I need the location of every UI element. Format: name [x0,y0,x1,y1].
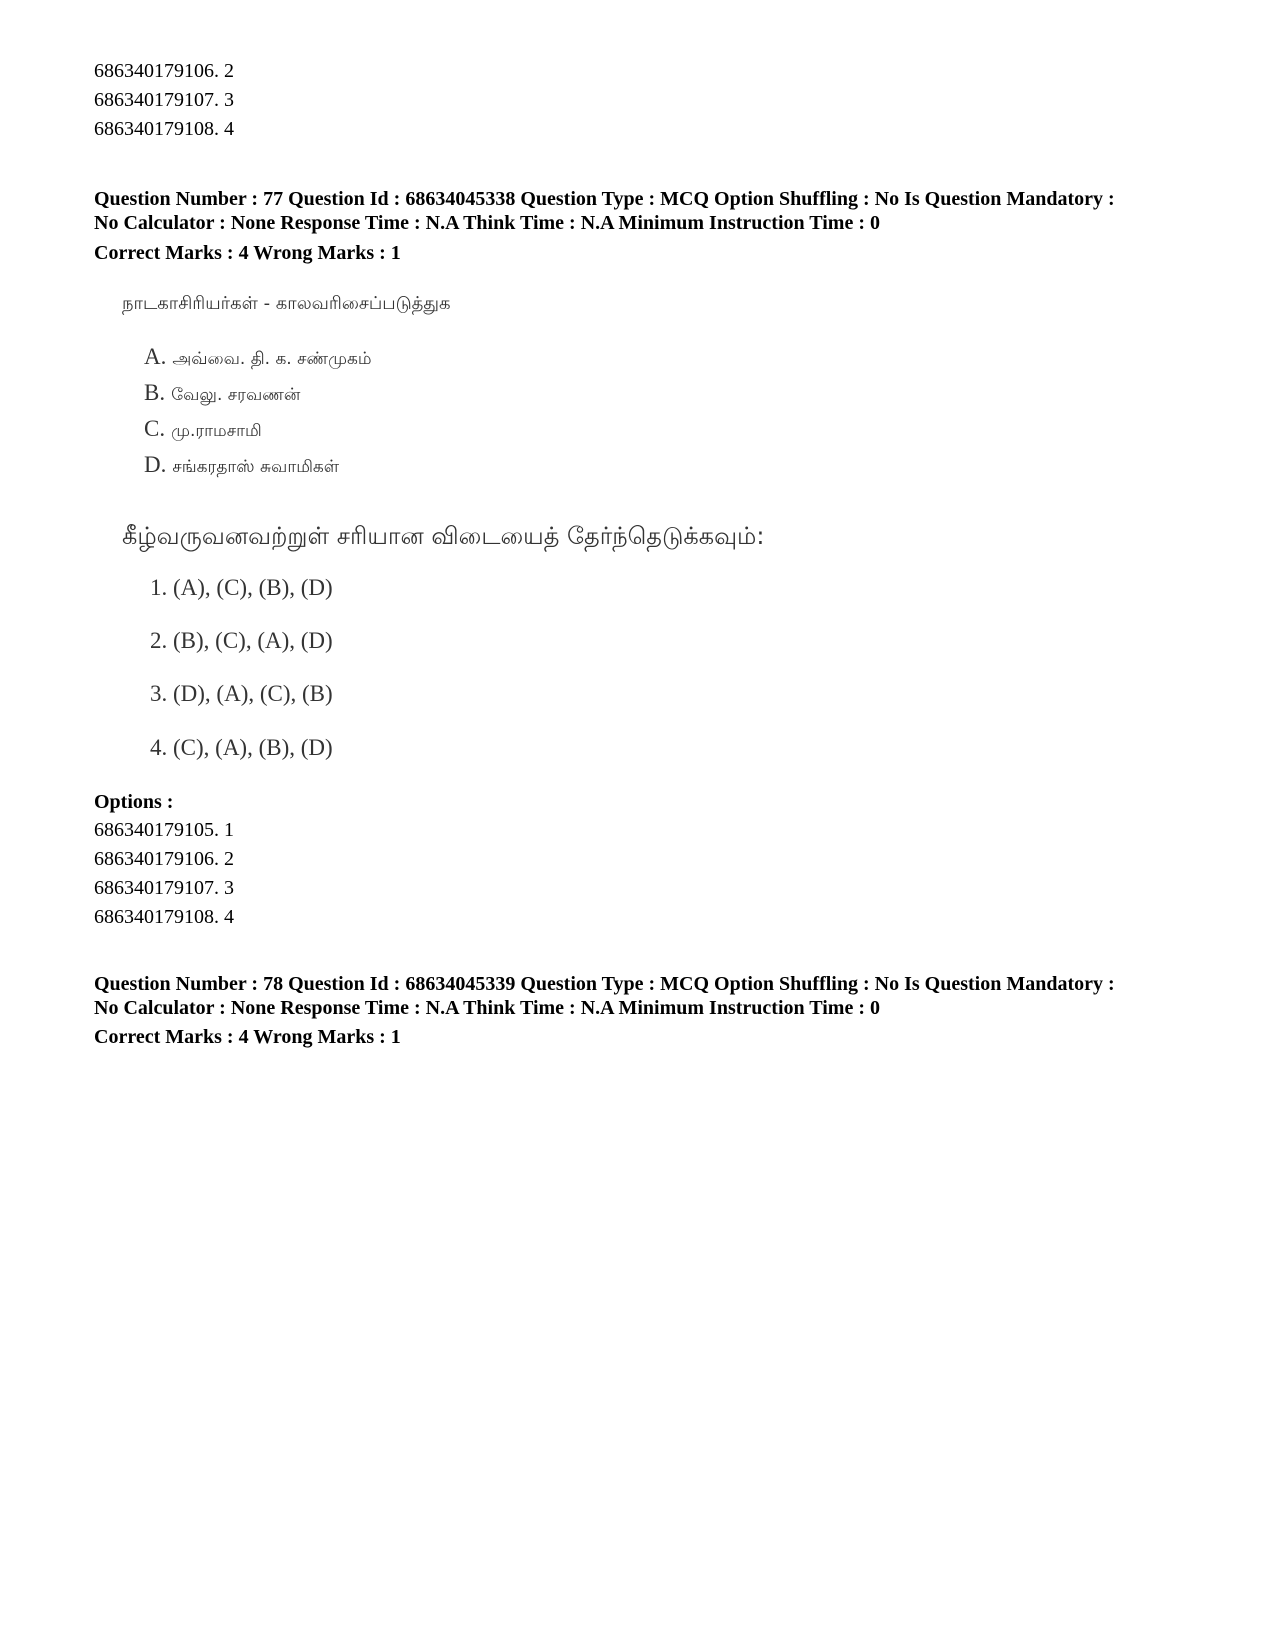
statement-text: சங்கரதாஸ் சுவாமிகள் [172,457,340,477]
answer-choice-4: 4. (C), (A), (B), (D) [150,735,333,760]
answer-choice-3: 3. (D), (A), (C), (B) [150,681,333,706]
question-image [94,285,894,775]
options-label: Options : [94,791,174,813]
statement-text: மு.ராமசாமி [171,421,262,441]
statement-text: அவ்வை. தி. க. சண்முகம் [172,349,372,369]
statement-b [144,380,300,407]
answer-choice-1: 1. (A), (C), (B), (D) [150,575,333,600]
option-line: 686340179106. 2 [94,60,234,82]
option-line: 686340179106. 2 [94,848,234,870]
option-line: 686340179105. 1 [94,819,234,841]
statement-letter: A. [144,344,167,369]
statement-d [144,452,339,479]
statement-a [144,344,372,371]
question-header-line2: No Calculator : None Response Time : N.A Think Time : N.A Minimum Instruction Time : 0 [94,997,880,1019]
option-line: 686340179108. 4 [94,906,234,928]
question-title: நாடகாசிரியர்கள் - காலவரிசைப்படுத்துக [122,293,451,314]
statement-text: வேலு. சரவணன் [171,385,301,405]
instruction-text: கீழ்வருவனவற்றுள் சரியான விடையைத் தேர்ந்தெடுக்கவும்: [122,522,765,550]
option-line: 686340179107. 3 [94,89,234,111]
answer-choice-2: 2. (B), (C), (A), (D) [150,628,333,653]
statement-letter: D. [144,452,167,477]
statement-c [144,416,262,443]
statement-letter: C. [144,416,166,441]
option-line: 686340179107. 3 [94,877,234,899]
question-header-line1: Question Number : 78 Question Id : 68634045339 Question Type : MCQ Option Shuffling : No Is Question Mandatory : [94,973,1115,995]
option-line: 686340179108. 4 [94,118,234,140]
question-marks: Correct Marks : 4 Wrong Marks : 1 [94,1026,401,1048]
statement-letter: B. [144,380,166,405]
question-header-line1: Question Number : 77 Question Id : 68634045338 Question Type : MCQ Option Shuffling : No Is Question Mandatory : [94,188,1115,210]
question-header-line2: No Calculator : None Response Time : N.A Think Time : N.A Minimum Instruction Time : 0 [94,212,880,234]
question-marks: Correct Marks : 4 Wrong Marks : 1 [94,242,401,264]
